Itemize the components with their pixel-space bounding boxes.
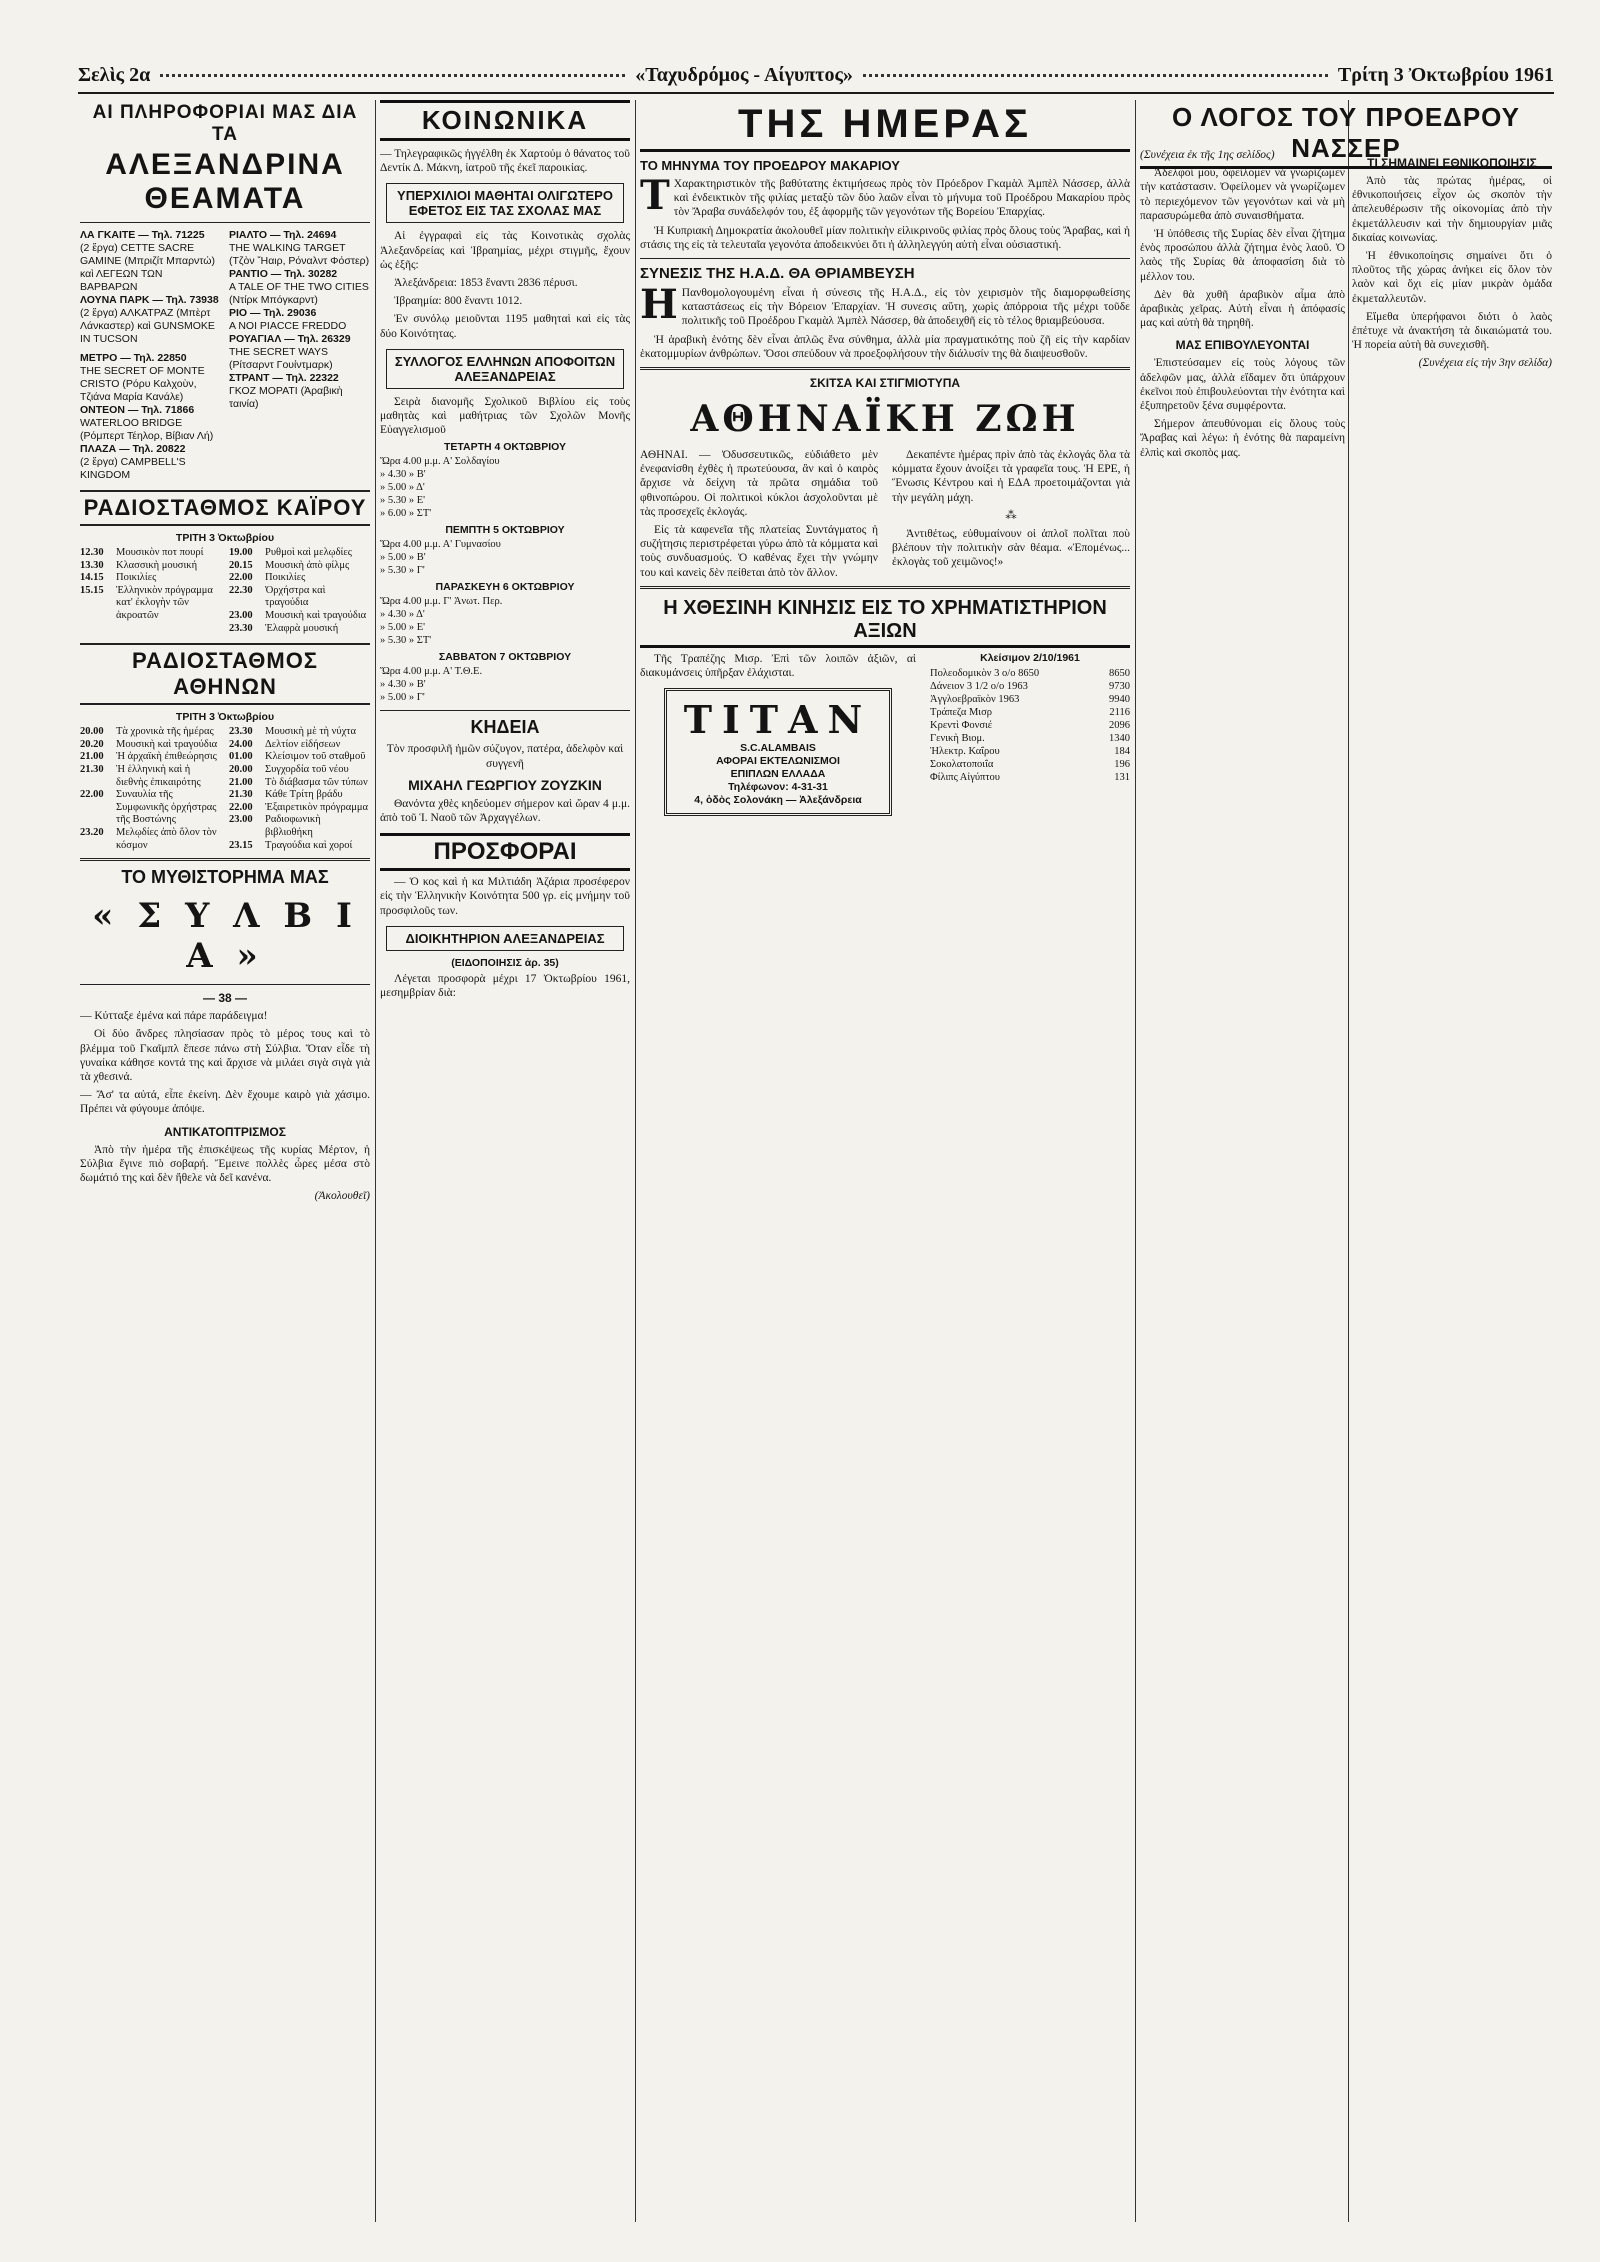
schedule-time: 21.30 [80,763,104,775]
schedule-line: » 4.30 » Β' [380,469,426,481]
cinema-name: ΡΑΝΤΙΟ — Τηλ. 30282 [229,268,338,280]
nasser-subhead: ΜΑΣ ΕΠΙΒΟΥΛΕΥΟΝΤΑΙ [1175,338,1310,353]
stock-price: 196 [1114,758,1130,770]
schedule-time: 23.30 [229,726,253,738]
sketch-separator: ⁂ [1005,509,1017,522]
schedule-time: 23.15 [229,839,253,851]
second-paragraph [640,281,1130,329]
radio-cairo-title: ΡΑΔΙΟΣΤΑΘΜΟΣ ΚΑΪΡΟΥ [80,490,370,526]
lead-text: Χαρακτηριστικὸν τῆς βαθύτατης ἐκτιμήσεως πρὸς τὸν Πρόεδρον Γκαμὰλ Ἀμπὲλ Νάσσερ, ἀλλὰ καὶ ἐνδεικτικὸν τῆς φιλίας μεταξὺ τῶν δύο λαῶν εἶναι τὸ μήνυμα τοῦ Προέδρου Μακαρίου πρὸς τὸν Ἄραβα συνάδελφόν του, ἐξ ἀφορμῆς τῶν γεγονότων τῆς Βορείου Ἐπαρχίας. [673,178,1130,219]
schedule-row [80,547,221,560]
cinema-item [80,352,221,404]
schedule-program: Συγχορδία τοῦ νέου [265,763,349,775]
schedule-time: 12.30 [80,547,104,558]
cinema-name: ΡΟΥΑΓΙΑΛ — Τηλ. 26329 [229,333,351,345]
second-title: ΣΥΝΕΣΙΣ ΤΗΣ Η.Α.Δ. ΘΑ ΘΡΙΑΜΒΕΥΣΗ [640,265,915,283]
cinema-item [80,294,221,346]
cinema-name: ΟΝΤΕΟΝ — Τηλ. 71866 [80,404,195,416]
schedule-row [229,585,370,610]
column-social [380,100,630,2222]
stock-row [930,667,1130,680]
second-text: Πανθομολογουμένη εἶναι ἡ σύνεσις τῆς Η.Α.Δ., εἰς τὸν χειρισμὸν τῆς διαμορφωθείσης καταστάσεως εἰς τὴν Βόρειον Ἐπαρχίαν. Ἡ συνεσις αὕτη, χωρὶς ἀπόρροια τῆς μέχρι τοῦδε πολιτικῆς τοῦ Προέδρου Γκαμὰλ Ἀμπὲλ Νάσσερ, θὰ ἀποδειχθῆ εἰς τὸ τέλος θριαμβεύουσα. [681,287,1130,328]
schedule-program: Ποικιλίες [116,572,157,584]
radio-cairo-right [229,547,370,635]
schedule-line: » 5.00 » Β' [380,552,426,564]
nasser-paragraph: Δὲν θὰ χυθῆ ἀραβικὸν αἷμα ἀπὸ ἀραβικὰς χεῖρας. Αὐτὴ εἶναι ἡ ἀπόφασίς μας καὶ αὐτὴ θὰ τηρηθῆ. [1140,288,1345,330]
schedule-row [229,726,370,739]
cinema-name: ΡΙΟ — Τηλ. 29036 [229,307,317,319]
cinema-desc: (2 ἔργα) CAMPBELL'S KINGDOM [80,456,186,481]
schedule-row [229,547,370,560]
schedule-row [80,827,221,852]
column-entertainment [80,100,370,2222]
radio-athens-right [229,726,370,852]
schedule-time: 22.00 [229,801,253,813]
schedule-line: » 5.00 » Ε' [380,622,426,634]
funeral-details: Θανόντα χθὲς κηδεύομεν σήμερον καὶ ὥραν 4 μ.μ. ἀπὸ τοῦ Ἱ. Ναοῦ τῶν Ἀρχαγγέλων. [380,797,630,825]
schedule-program: Ἐξαιρετικὸν πρόγραμμα [265,801,369,813]
nasser-paragraph: Ἡ ἐθνικοποίησις σημαίνει ὅτι ὁ πλοῦτος τῆς χώρας ἀνήκει εἰς ὅλον τὸν λαὸν καὶ ὄχι εἰς μίαν μικρὰν ὁμάδα ἐκμεταλλευτῶν. [1352,250,1552,305]
stock-name: Τράπεζα Μισρ [930,706,993,718]
schedule-day: ΣΑΒΒΑΤΟΝ 7 ΟΚΤΩΒΡΙΟΥ [438,651,572,664]
cinema-item [80,229,221,294]
schedule-program: Τὸ διάβασμα τῶν τύπων [265,776,368,788]
issue-date: Τρίτη 3 Ὀκτωβρίου 1961 [1337,63,1554,86]
novel-paragraph: Οἱ δύο ἄνδρες πλησίασαν πρὸς τὸ μέρος τους καὶ τὸ βλέμμα τοῦ Γκαῖμπλ ἔπεσε πάνω στὴ Σύλβια. Ὅταν εἶδε τὴ γυναίκα κάθησε κοντά της καὶ ἄρχισε νὰ μιλάει σιγὰ σιγὰ γιὰ τὰ χθεσινά. [80,1028,370,1083]
schedule-program: Ραδιοφωνικὴ βιβλιοθήκη [265,814,321,838]
stock-name: Πολεοδομικὸν 3 ο/ο 8650 [930,667,1040,679]
schedule-row [80,789,221,827]
column-nasser-2 [1352,148,1552,2222]
masthead-rule-left [160,74,625,77]
second-paragraph-2: Ἡ ἀραβικὴ ἑνότης δὲν εἶναι ἁπλῶς ἕνα σύνθημα, ἀλλὰ μία πραγματικότης ποὺ ζῆ εἰς τὴν καρδίαν ἑκατομμυρίων ἀνθρώπων. Ὅσοι σπεύδουν νὰ προεξοφλήσουν τὴν διάλυσίν της θὰ διαψευσθοῦν. [640,333,1130,360]
schedule-day: ΠΕΜΠΤΗ 5 ΟΚΤΩΒΡΙΟΥ [445,524,565,537]
stock-row [930,693,1130,706]
divider [640,258,1130,259]
schedule-time: 14.15 [80,572,104,584]
sketch-kicker: ΣΚΙΤΣΑ ΚΑΙ ΣΤΙΓΜΙΟΤΥΠΑ [809,376,961,391]
nasser-subhead: ΤΙ ΣΗΜΑΙΝΕΙ ΕΘΝΙΚΟΠΟΙΗΣΙΣ [1367,156,1537,170]
schedule-time: 22.00 [80,789,104,801]
column-rule [1135,100,1136,2222]
stock-name: Γενικὴ Βιομ. [930,732,985,744]
schedule-program: Συναυλία τῆς Συμφωνικῆς ὀρχήστρας τῆς Βοστώνης [116,789,217,826]
nasser-paragraph: Ἡ ὑπόθεσις τῆς Συρίας δὲν εἶναι ζήτημα ἑνὸς προσώπου ἀλλὰ ζήτημα ἑνὸς λαοῦ. Ὁ λαὸς τῆς Συρίας θὰ ἀποφασίση διὰ τὸ μέλλον του. [1140,228,1345,283]
titan-advertisement [664,688,892,816]
cinema-desc: THE SECRET OF MONTE CRISTO (Ρόρυ Καλχοὺν, Τζιάνα Μαρία Κανάλε) [80,365,205,403]
stock-row [930,706,1130,719]
stock-price: 184 [1114,745,1130,757]
schedule-program: Δελτίον εἰδήσεων [265,738,341,750]
schedule-program: Ἡ ἑλληνικὴ καὶ ἡ διεθνὴς ἐπικαιρότης [116,763,201,788]
cinema-desc: A TALE OF THE TWO CITIES (Ντίρκ Μπόγκαρντ) [229,281,369,306]
schedule-time: 23.30 [229,622,253,634]
schedule-program: Κλείσιμον τοῦ σταθμοῦ [265,751,366,763]
market-title: Η ΧΘΕΣΙΝΗ ΚΙΝΗΣΙΣ ΕΙΣ ΤΟ ΧΡΗΜΑΤΙΣΤΗΡΙΟΝ ΑΞΙΩΝ [640,595,1130,648]
divider [80,222,370,223]
schedule-program: Ποικιλίες [265,572,306,584]
nasser-paragraph: Ἀδελφοί μου, ὀφείλομεν νὰ γνωρίζωμεν τὴν κατάστασιν. Ὀφείλομεν νὰ γνωρίζωμεν τὸ περιεχόμενον τῶν γεγονότων καὶ νὰ μὴ παρασυρώμεθα ἀπὸ συναισθήματα. [1140,167,1345,222]
schedule-program: Μελῳδίες ἀπὸ ὅλον τὸν κόσμον [116,826,217,851]
cinema-name: ΡΙΑΛΤΟ — Τηλ. 24694 [229,229,337,241]
cinema-desc: WATERLOO BRIDGE (Ρόμπερτ Τέηλορ, Βίβιαν Λή) [80,417,214,442]
stock-price: 2116 [1109,706,1130,718]
nasser-banner: Ο ΛΟΓΟΣ ΤΟΥ ΠΡΟΕΔΡΟΥ ΝΑΣΣΕΡ [1140,100,1552,169]
schedule-program: Κλασσικὴ μουσική [116,559,198,571]
schedule-time: 20.00 [80,726,104,738]
schedule-time: 23.00 [229,609,253,621]
cinema-name: ΣΤΡΑΝΤ — Τηλ. 22322 [229,372,339,384]
stock-price: 131 [1114,771,1130,783]
cinema-desc: A NOI PIACCE FREDDO [229,320,347,332]
lead-title: ΤΟ ΜΗΝΥΜΑ ΤΟΥ ΠΡΟΕΔΡΟΥ ΜΑΚΑΡΙΟΥ [640,158,900,173]
cinema-desc: THE SECRET WAYS (Ρίτσαρντ Γουίντμαρκ) [229,346,333,371]
schedule-row [229,840,370,853]
sketch-paragraph: Εἰς τὰ καφενεῖα τῆς πλατείας Συντάγματος ἡ συζήτησις περιστρέφεται γύρω ἀπὸ τὰ κόμματα καὶ τοὺς συνδυασμούς. Ὁ καθένας ἔχει τὴν γνώμην του καὶ κανεὶς δὲν πείθεται ἀπὸ τὸν ἄλλον. [640,524,878,579]
social-title: ΚΟΙΝΩΝΙΚΑ [380,100,630,141]
radio-cairo-date: ΤΡΙΤΗ 3 Ὀκτωβρίου [175,532,275,544]
column-rule [1348,100,1349,2222]
cinema-name: ΜΕΤΡΟ — Τηλ. 22850 [80,352,187,364]
ad-line: Τηλέφωνον: 4-31-31 [728,781,828,794]
schedule-line: Ὥρα 4.00 μ.μ. Α' Τ.Θ.Ε. [380,666,483,678]
cinema-list-right [229,229,370,482]
schedule-time: 01.00 [229,751,253,763]
schedule-time: 21.00 [229,776,253,788]
cinema-name: ΠΛΑΖΑ — Τηλ. 20822 [80,443,186,455]
social-paragraph: Ἀλεξάνδρεια: 1853 ἔναντι 2836 πέρυσι. [394,277,578,290]
schedule-row [229,751,370,764]
schedule-time: 20.15 [229,559,253,571]
social-paragraph: Αἱ ἐγγραφαὶ εἰς τὰς Κοινοτικὰς σχολὰς Ἀλεξανδρείας καὶ Ἰβραημίας, μέχρι στιγμῆς, ἔχουν ὡς ἑξῆς: [380,230,630,271]
schedule-time: 19.00 [229,547,253,558]
ad-brand: ΤΙΤΑΝ [683,697,873,743]
divider [640,367,1130,370]
stock-name: Ἡλεκτρ. Καΐρου [930,745,1000,757]
schedule-day: ΠΑΡΑΣΚΕΥΗ 6 ΟΚΤΩΒΡΙΟΥ [435,581,575,594]
radio-cairo-left [80,547,221,635]
schedule-program: Μουσικὸν ποτ πουρί [116,547,204,558]
schedule-time: 20.00 [229,763,253,775]
market-section [640,652,1130,824]
stock-row [930,758,1130,771]
divider [640,586,1130,589]
social-subhead: ΥΠΕΡΧΙΛΙΟΙ ΜΑΘΗΤΑΙ ΟΛΙΓΩΤΕΡΟ ΕΦΕΤΟΣ ΕΙΣ ΤΑΣ ΣΧΟΛΑΣ ΜΑΣ [386,183,624,223]
schedule-line: » 5.00 » Γ' [380,692,425,704]
schedule-line: » 5.30 » Γ' [380,565,425,577]
schedule-program: Ἡ ἀρχαϊκὴ ἐπιθεώρησις [116,751,217,763]
cinema-desc: (2 ἔργα) ΑΛΚΑΤΡΑΖ (Μπὲρτ Λάνκαστερ) καὶ GUNSMOKE IN TUCSON [80,307,215,345]
schedule-time: 23.00 [229,814,253,826]
column-rule [375,100,376,2222]
radio-athens-schedule [80,726,370,852]
drop-cap: Τ [640,172,670,219]
association-title: ΣΥΛΛΟΓΟΣ ΕΛΛΗΝΩΝ ΑΠΟΦΟΙΤΩΝ ΑΛΕΞΑΝΔΡΕΙΑΣ [386,349,624,389]
lead-paragraph-2: Ἡ Κυπριακὴ Δημοκρατία ἀκολουθεῖ μίαν πολιτικὴν εἰλικρινοῦς φιλίας πρὸς ὅλους τοὺς Ἄραβας, καὶ ἡ στάσις της εἰς τὰ τελευταῖα γεγονότα ἀποδεικνύει ὅτι ἡ ἀλληλεγγύη αὐτὴ εἶναι οὐσιαστική. [640,224,1130,251]
schedule-line: » 5.00 » Δ' [380,482,425,494]
funeral-name: ΜΙΧΑΗΛ ΓΕΩΡΓΙΟΥ ΖΟΥΖΚΙΝ [408,776,602,793]
distribution-schedule [380,441,630,704]
paper-name: «Ταχυδρόμος - Αίγυπτος» [635,63,853,86]
stock-row [930,745,1130,758]
offers-title: ΠΡΟΣΦΟΡΑΙ [380,833,630,871]
schedule-row [80,560,221,573]
schedule-program: Ἑλληνικὸν πρόγραμμα κατ' ἐκλογὴν τῶν ἀκροατῶν [116,584,213,621]
association-text: Σειρὰ διανομῆς Σχολικοῦ Βιβλίου εἰς τοὺς μαθητὰς καὶ μαθήτριας τῶν Σχολῶν Μονῆς Εὐαγγελισμοῦ [380,395,630,437]
novel-kicker: ΤΟ ΜΥΘΙΣΤΟΡΗΜΑ ΜΑΣ [121,867,329,888]
nasser-paragraph: Ἀπὸ τὰς πρώτας ἡμέρας, οἱ ἐθνικοποιήσεις εἶχον ὡς σκοπὸν τὴν ἀπελευθέρωσιν τῆς οἰκονομίας ἀπὸ τὴν ἐκμετάλλευσιν καὶ τὴν δημιουργίαν μιᾶς δικαίας κοινωνίας. [1352,175,1552,244]
offers-text: — Ὁ κος καὶ ἡ κα Μιλτιάδη Ἀζάρια προσέφερον εἰς τὴν Ἑλληνικὴν Κοινότητα 500 γρ. εἰς μνήμην τοῦ προσφιλοῦς των. [380,876,630,917]
sketch-body [640,448,1130,580]
divider [80,984,370,985]
stock-name: Κρεντὶ Φονσιέ [930,719,993,731]
schedule-line: » 4.30 » Δ' [380,609,425,621]
schedule-program: Κάθε Τρίτη βράδυ [265,789,343,801]
column-center [640,100,1130,2222]
nasser-paragraph: Ἐπιστεύσαμεν εἰς τοὺς λόγους τῶν ἀδελφῶν μας, ἀλλὰ εἴδαμεν ὅτι ὑπάρχουν ἐκεῖνοι ποὺ ἐπιβουλεύονται τὴν ἑνότητα καὶ ἐξυπηρετοῦν ξένα συμφέροντα. [1140,357,1345,413]
schedule-time: 24.00 [229,738,253,750]
stock-price: 8650 [1109,667,1130,679]
novel-subhead: ΑΝΤΙΚΑΤΟΠΤΡΙΣΜΟΣ [164,1124,286,1139]
nasser-continuation: (Συνέχεια ἐκ τῆς 1ης σελίδος) [1140,149,1275,161]
radio-athens-left [80,726,221,852]
novel-continued: (Ἀκολουθεῖ) [314,1190,370,1203]
sketch-paragraph: Ἀντιθέτως, εὐθυμαίνουν οἱ ἀπλοῖ πολῖται ποὺ βλέπουν τὴν πολιτικὴν σὰν θέαμα. «Ἐπομένως... ἐκλογὰς τοῦ χειμῶνος!» [892,528,1130,569]
market-table [930,652,1130,824]
schedule-day: ΤΕΤΑΡΤΗ 4 ΟΚΤΩΒΡΙΟΥ [443,441,567,454]
schedule-program: Τραγούδια καὶ χοροί [265,839,353,851]
novel-paragraph: Ἀπὸ τὴν ἡμέρα τῆς ἐπισκέψεως τῆς κυρίας Μέρτον, ἡ Σύλβια ἔγινε πιὸ σοβαρή. Ἔμεινε πολλὲς ὧρες μέσα στὸ δωμάτιό της καὶ δὲν ἤθελε νὰ δεῖ κανένα. [80,1143,370,1184]
cinema-title: ΑΙ ΠΛΗΡΟΦΟΡΙΑΙ ΜΑΣ ΔΙΑ ΤΑ [92,102,358,145]
funeral-title: ΚΗΔΕΙΑ [470,717,540,738]
cinema-item [80,404,221,443]
stock-name: Φίλιπς Αἰγύπτου [930,771,1001,783]
stock-price: 9940 [1109,693,1130,705]
sketch-paragraph: ΑΘΗΝΑΙ. — Ὀδυσσευτικῶς, εὐδιάθετο μὲν ἐνεφανίσθη ἐχθὲς ἡ πρωτεύουσα, ἂν καὶ ὁ καιρὸς ἄρχισε νὰ δείχνη τὰ πρῶτα σημάδια τοῦ φθινοπώρου. Οἱ πολιτικοὶ κύκλοι ἀσχολοῦνται μὲ τὰς προσεχεῖς ἐκλογάς. [640,449,878,518]
schedule-program: Μουσικὴ καὶ τραγούδια [265,609,367,621]
schedule-row [229,789,370,802]
schedule-program: Μουσικὴ ἀπὸ φίλμς [265,559,350,571]
novel-title: « Σ Υ Λ Β Ι Α » [92,896,358,977]
cinema-item [229,268,370,307]
radio-athens-date: ΤΡΙΤΗ 3 Ὀκτωβρίου [175,711,275,724]
lead-paragraph [640,172,1130,220]
cinema-item [80,443,221,482]
column-nasser-1 [1140,148,1345,2222]
schedule-time: 21.00 [80,751,104,763]
schedule-line: Ὥρα 4.00 μ.μ. Α' Γυμνασίου [380,539,501,551]
stock-price: 2096 [1109,719,1130,731]
schedule-time: 15.15 [80,584,104,596]
cinema-desc: ΓΚΟΖ ΜΟΡΑΤΙ (Ἀραβικὴ ταινία) [229,385,343,410]
cinema-desc: (2 ἔργα) CETTE SACRE GAMINE (Μπριζίτ Μπαρντώ) καὶ ΛΕΓΕΩΝ ΤΩΝ ΒΑΡΒΑΡΩΝ [80,242,215,293]
ad-line: 4, ὁδὸς Σολονάκη — Ἀλεξάνδρεια [694,794,862,807]
nasser-continued: (Συνέχεια εἰς τὴν 3ην σελίδα) [1418,357,1552,370]
schedule-line: Ὥρα 4.00 μ.μ. Γ' Ἀνωτ. Περ. [380,596,503,608]
stock-row [930,771,1130,784]
schedule-line: » 5.30 » ΣΤ' [380,635,432,647]
novel-episode: — 38 — [202,991,247,1006]
schedule-line: » 4.30 » Β' [380,679,426,691]
cinema-item [229,333,370,372]
center-banner: ΤΗΣ ΗΜΕΡΑΣ [640,100,1130,152]
schedule-row [80,764,221,789]
schedule-row [229,610,370,623]
novel-paragraph: — Κύτταξε ἐμένα καὶ πάρε παράδειγμα! [80,1010,268,1023]
stock-row [930,719,1130,732]
schedule-time: 20.20 [80,738,104,750]
schedule-program: Ὀρχήστρα καὶ τραγούδια [265,584,326,609]
cinema-list-left [80,229,221,482]
masthead [78,58,1554,94]
ad-line: ΕΠΙΠΛΩΝ ΕΛΛΑΔΑ [730,768,826,781]
schedule-time: 21.30 [229,789,253,801]
ad-line: S.C.ALAMBAIS [740,742,816,755]
schedule-line: Ὥρα 4.00 μ.μ. Α' Σολδαγίου [380,456,500,468]
divider [80,858,370,861]
schedule-program: Μουσικὴ μὲ τὴ νύχτα [265,726,357,738]
schedule-row [229,802,370,815]
schedule-row [80,751,221,764]
market-left [640,652,916,824]
schedule-row [80,726,221,739]
schedule-program: Ἐλαφρὰ μουσική [265,622,339,634]
schedule-row [80,585,221,623]
cinema-title-main: ΑΛΕΞΑΝΔΡΙΝΑ ΘΕΑΜΑΤΑ [105,148,345,215]
stock-price: 9730 [1109,680,1130,692]
cinema-item [229,307,370,333]
radio-cairo-schedule [80,547,370,635]
market-date: Κλείσιμον 2/10/1961 [980,651,1080,664]
schedule-row [229,623,370,636]
cinema-name: ΛΟΥΝΑ ΠΑΡΚ — Τηλ. 73938 [80,294,219,306]
schedule-time: 23.20 [80,826,104,838]
nasser-paragraph: Εἴμεθα ὑπερήφανοι διότι ὁ λαὸς ἐπέτυχε νὰ ἀνακτήση τὰ δικαιώματά του. Ἡ πορεία αὐτὴ θὰ συνεχισθῆ. [1352,310,1552,352]
schedule-line: » 6.00 » ΣΤ' [380,508,432,520]
column-rule [635,100,636,2222]
cinema-desc: THE WALKING TARGET (Τζὸν Ἤαιρ, Ρόναλντ Φόστερ) [229,242,370,267]
stock-price: 1340 [1109,732,1130,744]
schedule-row [229,572,370,585]
stock-name: Ἀγγλοεβραϊκὸν 1963 [930,693,1020,705]
cinema-item [229,229,370,268]
schedule-time: 22.00 [229,572,253,584]
schedule-row [229,739,370,752]
sketch-paragraph: Δεκαπέντε ἡμέρας πρὶν ἀπὸ τὰς ἐκλογάς ὅλα τὰ κόμματα ἔχουν ἀνοίξει τὰ γραφεῖα τους. Ἡ ΕΡΕ, ἡ Ἕνωσις Κέντρου καὶ ἡ ΕΔΑ προετοιμάζονται γιὰ τὴν μεγάλη μάχη. [892,449,1130,504]
page-number: Σελὶς 2α [78,63,151,86]
cinema-item [229,372,370,411]
courts-text: Λέγεται προσφορὰ μέχρι 17 Ὀκτωβρίου 1961, μεσημβρίαν διὰ: [380,972,630,1000]
radio-athens-title: ΡΑΔΙΟΣΤΑΘΜΟΣ ΑΘΗΝΩΝ [80,643,370,705]
courts-title: ΔΙΟΙΚΗΤΗΡΙΟΝ ΑΛΕΞΑΝΔΡΕΙΑΣ [386,926,624,951]
cinema-listings [80,229,370,482]
drop-cap: Η [640,281,678,329]
schedule-time: 22.30 [229,584,253,596]
social-paragraph: — Τηλεγραφικῶς ἠγγέλθη ἐκ Χαρτούμ ὁ θάνατος τοῦ Δεντίκ Δ. Μάκνη, ἰατροῦ τῆς ἐκεῖ παροικίας. [380,148,630,175]
stock-row [930,680,1130,693]
schedule-line: » 5.30 » Ε' [380,495,426,507]
stock-name: Δάνειον 3 1/2 ο/ο 1963 [930,680,1028,692]
funeral-text: Τὸν προσφιλῆ ἡμῶν σύζυγον, πατέρα, ἀδελφὸν καὶ συγγενῆ [386,743,624,770]
courts-subtitle: (ΕΙΔΟΠΟΙΗΣΙΣ ἀρ. 35) [451,956,559,969]
schedule-program: Μουσικὴ καὶ τραγούδια [116,738,218,750]
schedule-program: Τὰ χρονικὰ τῆς ἡμέρας [116,726,214,738]
schedule-row [229,560,370,573]
novel-paragraph: — Ἄσ' τα αὐτά, εἶπε ἐκείνη. Δὲν ἔχουμε καιρὸ γιὰ χάσιμο. Πρέπει νὰ φύγουμε ἀπόψε. [80,1089,370,1116]
schedule-row [80,739,221,752]
cinema-name: ΛΑ ΓΚΑΙΤΕ — Τηλ. 71225 [80,229,205,241]
schedule-time: 13.30 [80,559,104,571]
masthead-rule-right [863,74,1328,77]
divider [380,710,630,711]
market-text: Τῆς Τραπέζης Μισρ. Ἐπὶ τῶν λοιπῶν ἀξιῶν, αἱ διακυμάνσεις ὑπῆρξαν ἐλάχισται. [640,652,916,680]
stock-row [930,732,1130,745]
stock-name: Σοκολατοποιΐα [930,758,994,770]
schedule-row [229,777,370,790]
ad-line: ΑΦΟΡΑΙ ΕΚΤΕΛΩΝΙΣΜΟΙ [716,755,840,768]
schedule-row [229,764,370,777]
schedule-row [229,814,370,839]
nasser-paragraph: Σήμερον ἀπευθύνομαι εἰς ὅλους τοὺς Ἄραβας καὶ λέγω: ἡ ἑνότης θὰ παραμείνη ἐλπὶς καὶ σκοπὸς μας. [1140,418,1345,459]
sketch-title: ΑΘΗΝΑΪΚΗ ΖΩΗ [690,398,1080,441]
social-paragraph: Ἰβραημία: 800 ἔναντι 1012. [394,295,523,308]
schedule-program: Ρυθμοὶ καὶ μελῳδίες [265,547,352,558]
schedule-row [80,572,221,585]
social-paragraph: Ἐν συνόλῳ μειοῦνται 1195 μαθηταὶ καὶ εἰς τὰς δύο Κοινότητας. [380,313,630,340]
